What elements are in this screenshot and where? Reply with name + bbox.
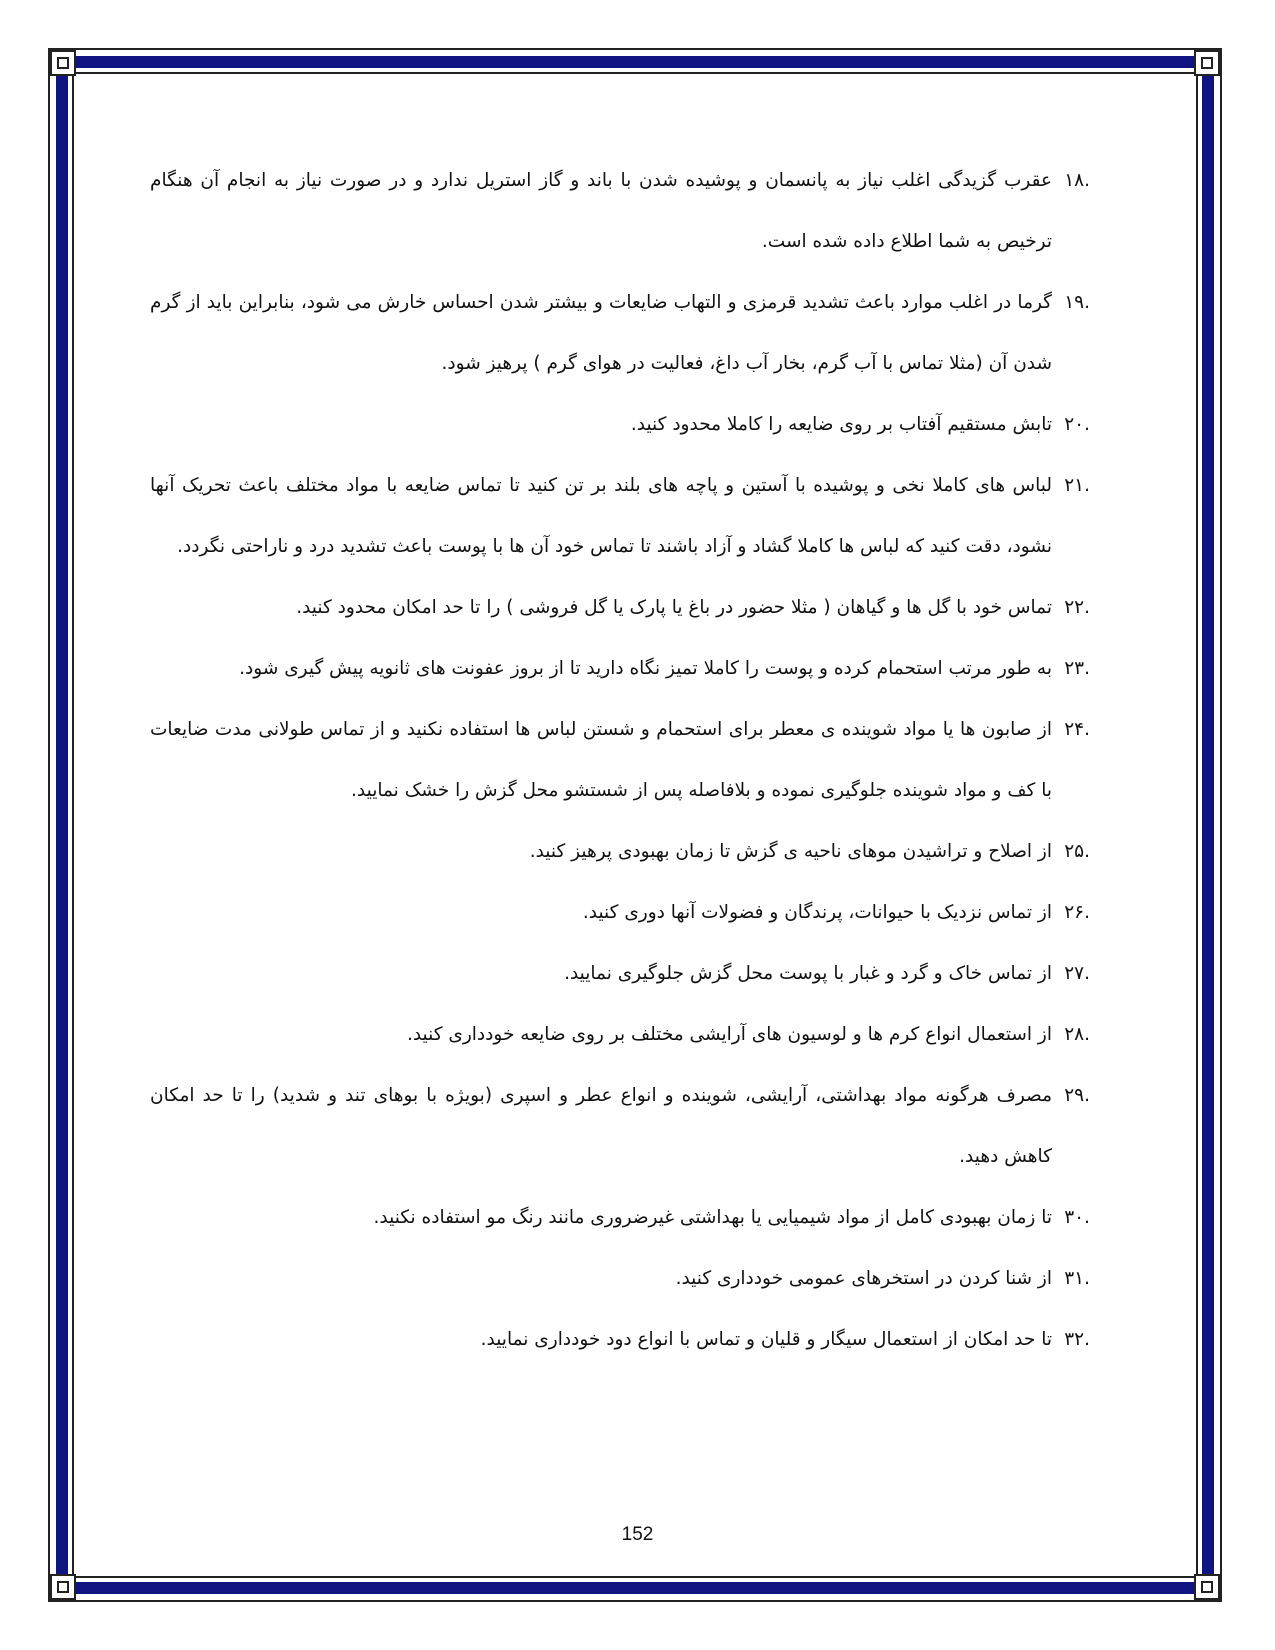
list-item (150, 272, 1090, 394)
item-number: .۲۴ (1064, 719, 1090, 740)
numbered-list (150, 150, 1090, 1370)
list-item (150, 1065, 1090, 1187)
item-number: .۲۶ (1064, 902, 1090, 923)
border-corner-ornament (1194, 1574, 1220, 1600)
item-number: .۲۵ (1064, 841, 1090, 862)
list-item (150, 1309, 1090, 1370)
item-text: تماس خود با گل ها و گیاهان ( مثلا حضور در باغ یا پارک یا گل فروشی ) را تا حد امکان محدود کنید. (296, 597, 1052, 618)
list-item (150, 699, 1090, 821)
item-number: .۱۸ (1064, 170, 1090, 191)
border-corner-ornament (1194, 50, 1220, 76)
item-text: از شنا کردن در استخرهای عمومی خودداری کنید. (675, 1268, 1052, 1289)
item-text: از صابون ها یا مواد شوینده ی معطر برای استحمام و شستن لباس ها استفاده نکنید و از تماس طولانی مدت ضایعات با کف و مواد شوینده جلوگیری نموده و بلافاصله پس از شستشو محل گزش را خشک نمایید. (150, 719, 1052, 801)
item-text: تابش مستقیم آفتاب بر روی ضایعه را کاملا محدود کنید. (630, 414, 1052, 435)
item-number: .۲۱ (1064, 475, 1090, 496)
item-text: از اصلاح و تراشیدن موهای ناحیه ی گزش تا زمان بهبودی پرهیز کنید. (529, 841, 1052, 862)
item-text: عقرب گزیدگی اغلب نیاز به پانسمان و پوشیده شدن با باند و گاز استریل ندارد و در صورت نیاز به انجام آن هنگام ترخیص به شما اطلاع داده شده است. (150, 170, 1052, 252)
item-number: .۲۹ (1064, 1085, 1090, 1106)
list-item (150, 1004, 1090, 1065)
page-number: 152 (621, 1524, 654, 1545)
item-text: گرما در اغلب موارد باعث تشدید قرمزی و التهاب ضایعات و بیشتر شدن احساس خارش می شود، بنابراین باید از گرم شدن آن (مثلا تماس با آب گرم، بخار آب داغ، فعالیت در هوای گرم ) پرهیز شود. (150, 292, 1052, 374)
border-corner-ornament (50, 1574, 76, 1600)
item-number: .۲۲ (1064, 597, 1090, 618)
list-item (150, 455, 1090, 577)
item-number: .۲۰ (1064, 414, 1090, 435)
item-text: از استعمال انواع کرم ها و لوسیون های آرایشی مختلف بر روی ضایعه خودداری کنید. (406, 1024, 1052, 1045)
list-item (150, 1248, 1090, 1309)
item-number: .۳۰ (1064, 1207, 1090, 1228)
item-text: به طور مرتب استحمام کرده و پوست را کاملا تمیز نگاه دارید تا از بروز عفونت های ثانویه پیش گیری شود. (239, 658, 1052, 679)
list-item (150, 821, 1090, 882)
list-item (150, 943, 1090, 1004)
list-item (150, 577, 1090, 638)
list-item (150, 150, 1090, 272)
item-text: تا زمان بهبودی کامل از مواد شیمیایی یا بهداشتی غیرضروری مانند رنگ مو استفاده نکنید. (373, 1207, 1052, 1228)
item-text: تا حد امکان از استعمال سیگار و قلیان و تماس با انواع دود خودداری نمایید. (480, 1329, 1052, 1350)
item-number: .۱۹ (1064, 292, 1090, 313)
item-number: .۲۳ (1064, 658, 1090, 679)
item-text: از تماس خاک و گرد و غبار با پوست محل گزش جلوگیری نمایید. (564, 963, 1052, 984)
border-corner-ornament (50, 50, 76, 76)
item-number: .۳۲ (1064, 1329, 1090, 1350)
item-number: .۲۸ (1064, 1024, 1090, 1045)
list-item (150, 394, 1090, 455)
list-item (150, 882, 1090, 943)
item-number: .۲۷ (1064, 963, 1090, 984)
item-text: مصرف هرگونه مواد بهداشتی، آرایشی، شوینده و انواع عطر و اسپری (بویژه با بوهای تند و شدید) را تا حد امکان کاهش دهید. (150, 1085, 1052, 1167)
list-item (150, 1187, 1090, 1248)
item-number: .۳۱ (1064, 1268, 1090, 1289)
list-item (150, 638, 1090, 699)
item-text: از تماس نزدیک با حیوانات، پرندگان و فضولات آنها دوری کنید. (582, 902, 1052, 923)
item-text: لباس های کاملا نخی و پوشیده با آستین و پاچه های بلند بر تن کنید تا تماس ضایعه با مواد مختلف باعث تحریک آنها نشود، دقت کنید که لباس ها کاملا گشاد و آزاد باشند تا تماس خود آن ها با پوست باعث تشدید درد و ناراحتی نگردد. (150, 475, 1052, 557)
